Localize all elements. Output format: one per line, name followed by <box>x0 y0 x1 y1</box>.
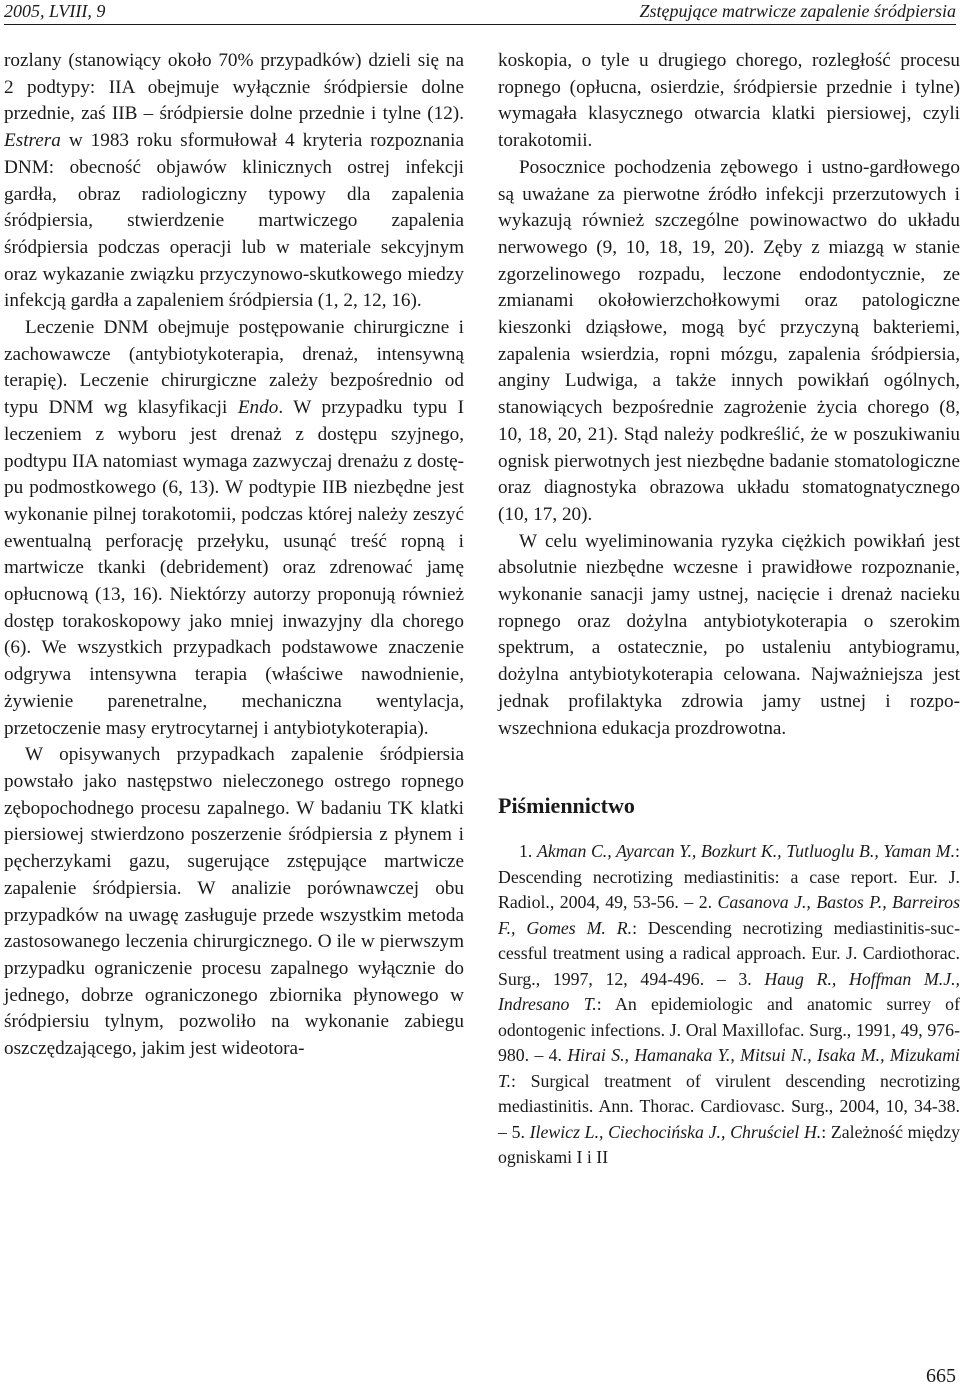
ref-text: : Descending necrotizing mediastinitis: a case report. Eur. J. Radiol., 2004, 49, 53-56. – 2. <box>498 841 960 913</box>
ref-text: : Surgical treatment of virulent descending necrotizing mediastinitis. Ann. Thorac. Cardiovasc. Surg., 2004, 10, 34-38. – 5. <box>498 1070 960 1142</box>
journal-issue: 2005, LVIII, 9 <box>4 1 106 21</box>
text-span: . W przypadku typu I leczeniem z wyboru jest drenaż z dostępu szyjnego, podtypu IIA natomiast wymaga zazwyczaj drenażu z dostępu podmostkowego (6, 13). W podtypie IIB niezbędne jest wykonanie pilnej torakotomii, podczas której należy zeszyć ewentualną perforację przełyku, usunąć treść ropną i martwicze tkanki (debridement) oraz zdrenować jamę opłucnową (13, 16). Niektórzy autorzy proponują również dostęp torakoskopowy jako mniej inwazyjny dla chorego (6). We wszystkich przypadkach podstawowe znaczenie odgrywa intensywna terapia (właściwe nawodnienie, żywienie parenetralne, mechaniczna wentylacja, przetoczenie masy erytrocytarnej i antybiotykoterapia). <box>4 397 464 739</box>
text-span: rozlany (stanowiący około 70% przypadków) dzieli się na 2 podtypy: IIA obejmuje wyłącznie śródpiersie dolne przednie, zaś IIB – śródpiersie dolne przednie i tylne (12). <box>4 50 464 125</box>
ref-authors: Haug R., Hoffman M.J., Indresano T. <box>498 968 960 1015</box>
paragraph: koskopia, o tyle u drugiego chorego, rozległość procesu ropnego (opłucna, osierdzie, śródpiersie przednie i tylne) wymagała klasycznego otwarcia klatki piersiowej, czyli torakotomii. <box>498 50 960 152</box>
left-column <box>4 48 464 1063</box>
paragraph <box>4 315 464 742</box>
references-list <box>498 839 960 1171</box>
ref-authors: Ilewicz L., Ciechocińska J., Chruściel H. <box>529 1121 822 1142</box>
references-paragraph <box>498 839 960 1171</box>
ref-number: 1. <box>519 841 537 862</box>
author-name: Estrera <box>4 130 61 152</box>
right-column <box>498 48 960 1171</box>
ref-text: : An epidemiologic and anatomic surrey of odontogenic infections. J. Oral Maxillofac. Surg., 1991, 49, 976-980. – 4. <box>498 994 960 1066</box>
ref-authors: Akman C., Ayarcan Y., Bozkurt K., Tutluoglu B., Yaman M. <box>536 841 956 862</box>
text-span: Leczenie DNM obejmuje postępowanie chirurgiczne i zachowawcze (antybiotykoterapia, drenaż, intensywną terapię). Leczenie chirurgiczne zależy bezpośrednio od typu DNM wg klasyfikacji <box>4 317 464 419</box>
paragraph <box>4 48 464 315</box>
references-heading: Piśmiennictwo <box>498 793 635 819</box>
ref-authors: Casanova J., Bastos P., Barreiros F., Gomes M. R. <box>498 892 960 938</box>
paragraph: W opisywanych przypadkach zapalenie śródpiersia powstało jako następstwo nieleczonego ostrego ropnego zębopochodnego procesu zapalnego. W badaniu TK klatki piersiowej stwierdzono poszerzenie śródpiersia z płynem i pęcherzykami gazu, sugerujące zstępujące martwicze zapalenie śródpiersia. W analizie porównawczej obu przypadków na uwagę zasługuje przede wszystkim metoda zastosowanego leczenia chirurgicznego. O ile w pierwszym przypadku ograniczenie procesu zapalnego wyłącznie do jednego, dobrze ograniczonego zbiornika płynowego w śródpiersiu tylnym, pozwoliło na wykonanie zabiegu oszczędzającego, jakim jest wideotora- <box>4 744 464 1060</box>
page-number: 665 <box>926 1365 956 1387</box>
paragraph: Posocznice pochodzenia zębowego i ustno-gardłowego są uważane za pierwotne źródło infekcji przerzutowych i wykazują również szczególne powinowactwo do układu nerwowego (9, 10, 18, 19, 20). Zęby z miazgą w stanie zgorzelinowego rozpadu, leczone endodontycznie, ze zmianami okołowierzchołkowymi oraz patologiczne kieszonki dziąsłowe, mogą być przyczyną bakteriemi, zapalenia wsierdzia, ropni mózgu, zapalenia śródpiersia, anginy Ludwiga, a także innych powikłań ogólnych, stanowiących bezpośrednie zagrożenie życia chorego (8, 10, 18, 20, 21). Stąd należy podkreślić, że w poszukiwaniu ognisk pierwotnych jest niezbędne badanie stomatologiczne oraz diagnostyka obrazowa układu stomatognatycznego (10, 17, 20). <box>498 156 960 525</box>
text-span: w 1983 roku sformułował 4 kryteria rozpoznania DNM: obecność objawów klinicznych ostrej infekcji gardła, obraz radiologiczny typowy dla zapalenia śródpiersia, stwierdzenie martwiczego zapalenia śródpiersia podczas operacji lub w materiale sekcyjnym oraz wykazanie związku przyczynowo-skutkowego miedzy infekcją gardła a zapaleniem śródpiersia (1, 2, 12, 16). <box>4 130 464 312</box>
running-header <box>4 0 956 25</box>
ref-text: : Zależność między ogniskami I i II <box>498 1121 960 1168</box>
article-running-title: Zstępujące matrwicze zapalenie śródpiersia <box>639 1 956 21</box>
ref-authors: Hirai S., Hamanaka Y., Mitsui N., Isaka M., Mizukami T. <box>498 1045 960 1091</box>
author-name: Endo <box>237 397 279 419</box>
paragraph: W celu wyeliminowania ryzyka ciężkich powikłań jest absolutnie niezbędne wczesne i prawidłowe rozpoznanie, wykonanie sanacji jamy ustnej, nacięcie i drenaż nacieku ropnego oraz dożylna antybiotykoterapia o szerokim spektrum, a ostatecznie, po ustaleniu antybiogramu, dożylna antybiotykoterapia celowana. Najważniejsza jest jednak profilaktyka zdrowia jamy ustnej i rozpowszechniona edukacja prozdrowotna. <box>498 530 960 739</box>
ref-text: : Descending necrotizing mediastinitis-successful treatment using a radical approach. Eur. J. Cardiothorac. Surg., 1997, 12, 494-496. – 3. <box>498 917 960 989</box>
